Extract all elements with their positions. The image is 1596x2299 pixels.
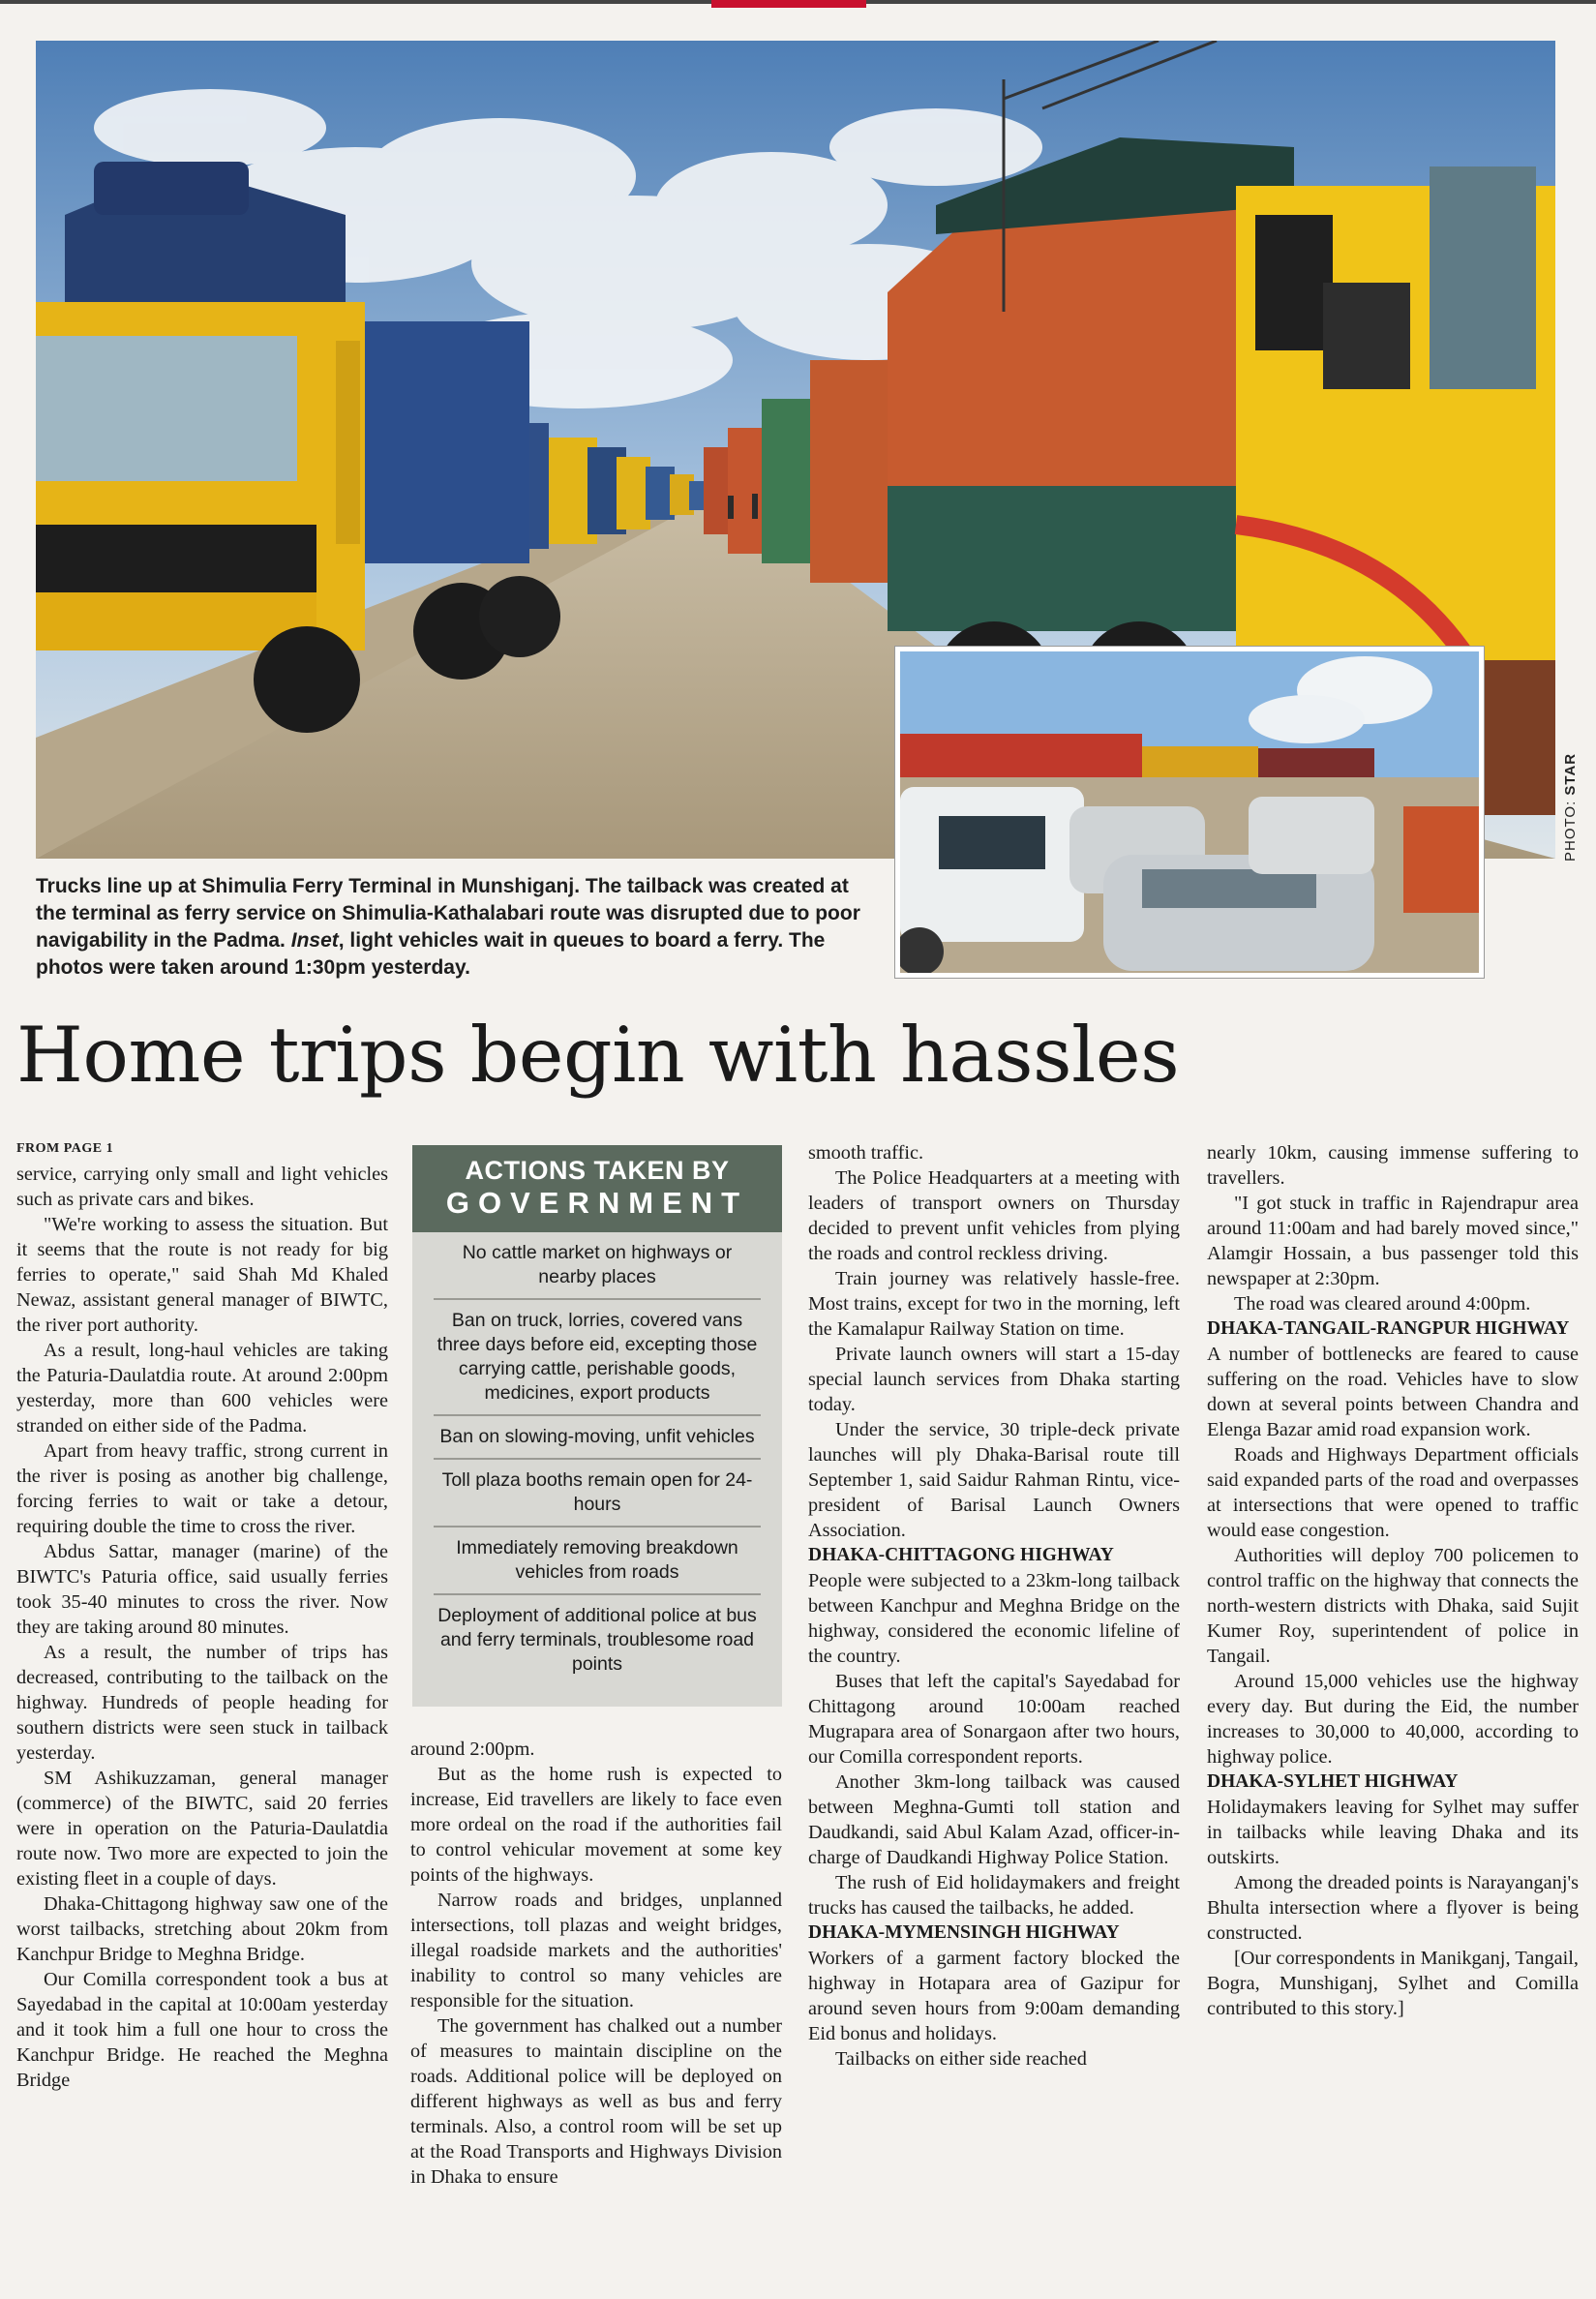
paragraph: Under the service, 30 triple-deck private launches will ply Dhaka-Barisal route till September 1, said Saidur Rahman Rintu, vice-president of Barisal Launch Owners Association. [808, 1419, 1180, 1541]
paragraph: "I got stuck in traffic in Rajendrapur area around 11:00am and had barely moved since," Alamgir Hossain, a bus passenger told this newspaper at 2:30pm. [1207, 1193, 1579, 1289]
paragraph: Holidaymakers leaving for Sylhet may suffer in tailbacks while leaving Dhaka and its outskirts. [1207, 1797, 1579, 1868]
paragraph: As a result, the number of trips has decreased, contributing to the tailback on the highway. Hundreds of people heading for southern districts were seen stuck in tailback yesterday. [16, 1642, 388, 1764]
subhead-mymensingh: DHAKA-MYMENSINGH HIGHWAY [808, 1922, 1120, 1943]
paragraph: As a result, long-haul vehicles are taking the Paturia-Daulatdia route. At around 2:00pm yesterday, more than 600 vehicles were stranded on either side of the Padma. [16, 1340, 388, 1437]
photo-caption [36, 873, 878, 982]
paragraph: Tailbacks on either side reached [835, 2048, 1087, 2070]
inset-photo [895, 647, 1484, 978]
caption-inset-word: Inset [290, 929, 339, 952]
article-column-2 [410, 1737, 782, 2190]
paragraph: Workers of a garment factory blocked the highway in Hotapara area of Gazipur for around seven hours from 9:00am demanding Eid bonus and holidays. [808, 1948, 1180, 2044]
paragraph: Train journey was relatively hassle-free. Most trains, except for two in the morning, left the Kamalapur Railway Station on time. [808, 1268, 1180, 1340]
paragraph: But as the home rush is expected to increase, Eid travellers are likely to face even more ordeal on the road if the authorities fail to control vehicular movement at some key points of the highways. [410, 1764, 782, 1886]
paragraph: Narrow roads and bridges, unplanned intersections, toll plazas and weight bridges, illegal roadside markets and the authorities' inability to control so many vehicles are responsible for the situation. [410, 1890, 782, 2012]
paragraph: The government has chalked out a number of measures to maintain discipline on the roads. Additional police will be deployed on different highways as well as bus and ferry terminals. Also, a control room will be set up at the Road Transports and Highways Division in Dhaka to ensure [410, 2015, 782, 2188]
action-item: Ban on slowing-moving, unfit vehicles [434, 1416, 761, 1460]
action-item: Immediately removing breakdown vehicles from roads [434, 1528, 761, 1595]
paragraph: nearly 10km, causing immense suffering to travellers. [1207, 1142, 1579, 1189]
action-item: Ban on truck, lorries, covered vans three days before eid, excepting those carrying cattle, perishable goods, medicines, export products [434, 1300, 761, 1416]
caption-part2: , light vehicles wait in queues to board a ferry. The photos were taken around 1:30pm yesterday. [36, 929, 826, 979]
paragraph: The Police Headquarters at a meeting with leaders of transport owners on Thursday decided to prevent unfit vehicles from plying the roads and control reckless driving. [808, 1167, 1180, 1264]
paragraph: The road was cleared around 4:00pm. [1234, 1293, 1531, 1315]
photo-credit [1562, 745, 1591, 862]
paragraph: People were subjected to a 23km-long tailback between Kanchpur and Meghna Bridge on the highway, considered the economic lifeline of the country. [808, 1570, 1180, 1667]
paragraph: SM Ashikuzzaman, general manager (commerce) of the BIWTC, said 20 ferries were in operation on the Paturia-Daulatdia route now. Two more are expected to join the existing fleet in a couple of days. [16, 1768, 388, 1890]
paragraph: Our Comilla correspondent took a bus at Sayedabad in the capital at 10:00am yesterday and it took him a full one hour to cross the Kanchpur Bridge. He reached the Meghna Bridge [16, 1969, 388, 2091]
action-item: Toll plaza booths remain open for 24-hours [434, 1460, 761, 1528]
paragraph: Around 15,000 vehicles use the highway every day. But during the Eid, the number increases to 30,000 to 40,000, according to highway police. [1207, 1671, 1579, 1768]
actions-title-line1: ACTIONS TAKEN BY [465, 1156, 730, 1185]
paragraph: Authorities will deploy 700 policemen to control traffic on the highway that connects the north-western districts with Dhaka, said Sujit Kumer Roy, superintendent of police in Tangail. [1207, 1545, 1579, 1667]
article-column-4 [1207, 1140, 1579, 2021]
paragraph: Private launch owners will start a 15-day special launch services from Dhaka starting today. [808, 1344, 1180, 1415]
action-item: No cattle market on highways or nearby places [434, 1232, 761, 1300]
photo-credit-name: STAR [1562, 752, 1579, 796]
caption-part1: Trucks line up at Shimulia Ferry Terminal in Munshiganj. The tailback was created at the terminal as ferry service on Shimulia-Kathalabari route was disrupted due to poor navigability in the Padma. [36, 875, 860, 952]
actions-sidebar-header [412, 1145, 782, 1232]
kicker: FROM PAGE 1 [16, 1141, 114, 1156]
paragraph: Abdus Sattar, manager (marine) of the BIWTC's Paturia office, said usually ferries took 35-40 minutes to cross the river. Now they are taking around 80 minutes. [16, 1541, 388, 1638]
subhead-rangpur: DHAKA-TANGAIL-RANGPUR HIGHWAY [1207, 1318, 1570, 1339]
section-tab [711, 0, 866, 8]
article-column-3 [808, 1140, 1180, 2072]
paragraph: The rush of Eid holidaymakers and freight trucks has caused the tailbacks, he added. [808, 1872, 1180, 1919]
paragraph: around 2:00pm. [410, 1739, 535, 1760]
paragraph: Buses that left the capital's Sayedabad for Chittagong around 10:00am reached Mugrapara area of Sonargaon after two hours, our Comilla correspondent reports. [808, 1671, 1180, 1768]
actions-title-line2: GOVERNMENT [445, 1186, 749, 1220]
photo-credit-prefix: PHOTO: [1562, 800, 1579, 862]
paragraph: Among the dreaded points is Narayanganj's Bhulta intersection where a flyover is being constructed. [1207, 1872, 1579, 1944]
paragraph: Dhaka-Chittagong highway saw one of the worst tailbacks, stretching about 20km from Kanchpur Bridge to Meghna Bridge. [16, 1893, 388, 1965]
paragraph: Another 3km-long tailback was caused between Meghna-Gumti toll station and Daudkandi, said Abul Kalam Azad, officer-in-charge of Daudkandi Highway Police Station. [808, 1771, 1180, 1868]
ferry-queue-illustration [900, 651, 1479, 973]
action-item: Deployment of additional police at bus and ferry terminals, troublesome road points [437, 1605, 757, 1675]
actions-sidebar [412, 1145, 782, 1707]
paragraph: A number of bottlenecks are feared to cause suffering on the road. Vehicles have to slow down at several points between Chandra and Elenga Bazar amid road expansion work. [1207, 1344, 1579, 1440]
paragraph: smooth traffic. [808, 1142, 924, 1164]
subhead-sylhet: DHAKA-SYLHET HIGHWAY [1207, 1771, 1459, 1792]
subhead-chittagong: DHAKA-CHITTAGONG HIGHWAY [808, 1545, 1114, 1565]
actions-list [412, 1232, 782, 1685]
paragraph: Apart from heavy traffic, strong current in the river is posing as another big challenge, forcing ferries to wait or take a detour, requiring double the time to cross the river. [16, 1440, 388, 1537]
paragraph: [Our correspondents in Manikganj, Tangail, Bogra, Munshiganj, Sylhet and Comilla contributed to this story.] [1207, 1948, 1579, 2019]
article-column-1 [16, 1140, 388, 2093]
paragraph: "We're working to assess the situation. But it seems that the route is not ready for big ferries to operate," said Shah Md Khaled Newaz, assistant general manager of BIWTC, the river port authority. [16, 1214, 388, 1336]
paragraph: service, carrying only small and light vehicles such as private cars and bikes. [16, 1164, 388, 1210]
headline: Home trips begin with hassles [16, 1011, 1180, 1100]
paragraph: Roads and Highways Department officials said expanded parts of the road and overpasses at intersections that were opened to traffic would ease congestion. [1207, 1444, 1579, 1541]
